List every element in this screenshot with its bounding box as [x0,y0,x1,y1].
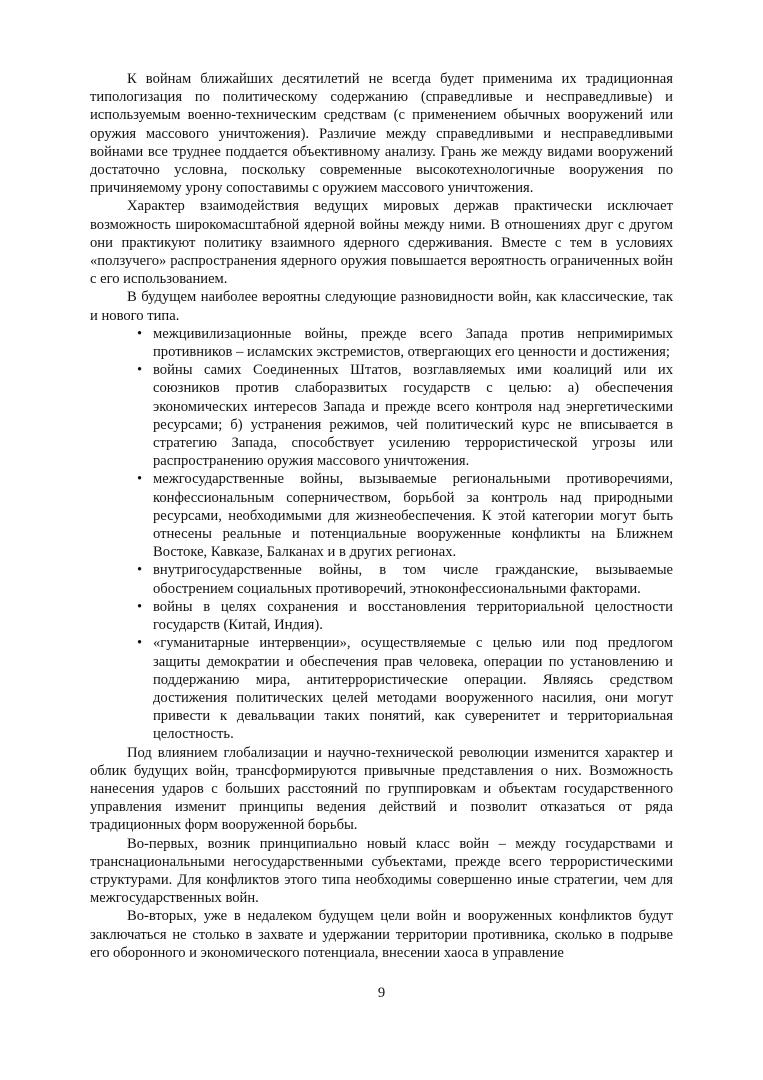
war-types-list [90,325,673,744]
page-body [90,70,673,962]
list-item: • межгосударственные войны, вызываемые региональными противоречиями, конфессиональным соперничеством, борьбой за контроль над природными ресурсами, необходимыми для жизнеобеспечения. К этой категории могут быть отнесены реальные и потенциальные вооруженные конфликты на Ближнем Востоке, Кавказе, Балканах и в других регионах. [153,470,673,561]
list-item: • «гуманитарные интервенции», осуществляемые с целью или под предлогом защиты демократии и обеспечения прав человека, операции по установлению и поддержанию мира, антитеррористические операции. Являясь средством достижения политических целей методами вооруженного насилия, они могут привести к девальвации таких понятий, как суверенитет и территориальная целостность. [153,634,673,743]
list-item: • межцивилизационные войны, прежде всего Запада против непримиримых противников – исламских экстремистов, отвергающих его ценности и достижения; [153,325,673,361]
list-item: • войны самих Соединенных Штатов, возглавляемых ими коалиций или их союзников против слаборазвитых государств с целью: а) обеспечения экономических интересов Запада и прежде всего контроля над энергетическими ресурсами; б) устранения режимов, чей политический курс не вписывается в стратегию Запада, способствует усилению террористической угрозы или распространению оружия массового уничтожения. [153,361,673,470]
paragraph: Во-вторых, уже в недалеком будущем цели войн и вооруженных конфликтов будут заключаться не столько в захвате и удержании территории противника, сколько в подрыве его оборонного и экономического потенциала, внесении хаоса в управление [90,908,673,961]
page-number: 9 [377,985,386,1001]
paragraph: В будущем наиболее вероятны следующие разновидности войн, как классические, так и нового типа. [90,289,673,324]
paragraph: Во-первых, возник принципиально новый класс войн – между государствами и транснациональными негосударственными субъектами, прежде всего террористическими структурами. Для конфликтов этого типа необходимы совершенно иные стратегии, чем для межгосударственных войн. [90,835,673,907]
list-item: • войны в целях сохранения и восстановления территориальной целостности государств (Китай, Индия). [153,598,673,634]
list-item: • внутригосударственные войны, в том числе гражданские, вызываемые обострением социальных противоречий, этноконфессиональными факторами. [153,561,673,597]
paragraph: Характер взаимодействия ведущих мировых держав практически исключает возможность широкомасштабной ядерной войны между ними. В отношениях друг с другом они практикуют политику взаимного ядерного сдерживания. Вместе с тем в условиях «ползучего» распространения ядерного оружия повышается вероятность ограниченных войн с его использованием. [90,198,673,288]
paragraph: Под влиянием глобализации и научно-технической революции изменится характер и облик будущих войн, трансформируются привычные представления о них. Возможность нанесения ударов с больших расстояний по группировкам и объектам государственного управления изменит принципы ведения действий и позволит отказаться от ряда традиционных форм вооруженной борьбы. [90,744,673,834]
paragraph: К войнам ближайших десятилетий не всегда будет применима их традиционная типологизация по политическому содержанию (справедливые и несправедливые) и используемым военно-техническим средствам (с применением обычных вооружений или оружия массового уничтожения). Различие между справедливыми и несправедливыми войнами все труднее поддается объективному анализу. Грань же между видами вооружений достаточно условна, поскольку современные высокотехнологичные вооружения по причиняемому урону сопоставимы с оружием массового уничтожения. [90,71,673,197]
